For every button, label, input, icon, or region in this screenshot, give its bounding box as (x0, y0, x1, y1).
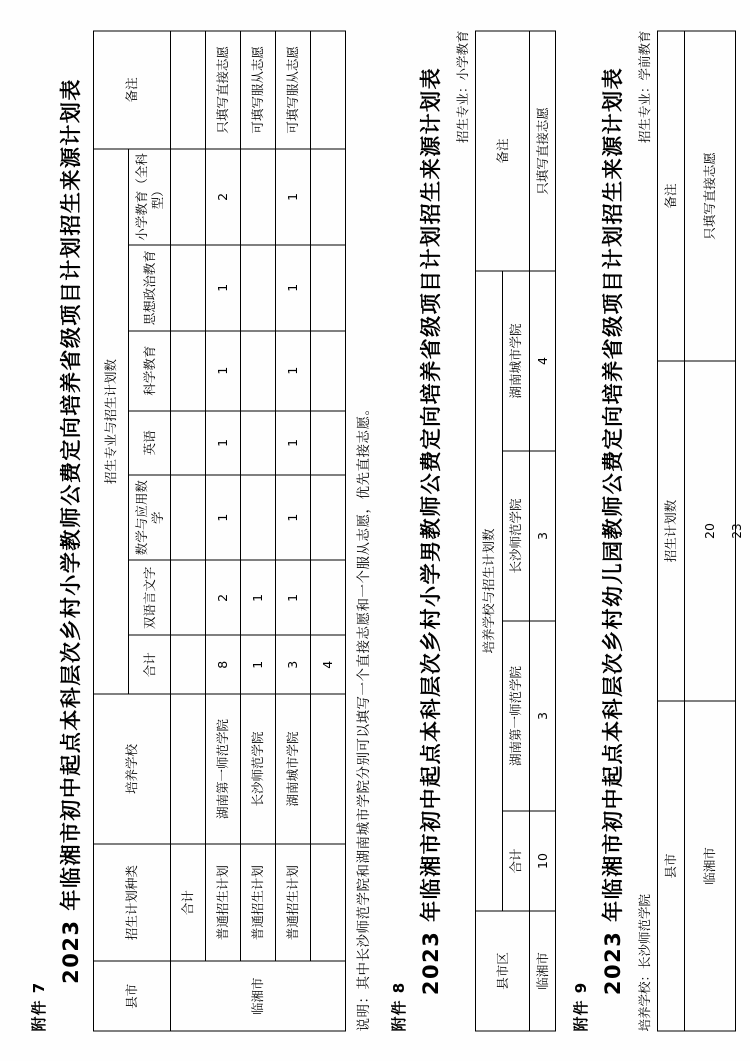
cell-math (241, 474, 276, 560)
cell-primary-edu (171, 148, 206, 244)
attachment-7-note: 说明：其中长沙师范学院和湖南城市学院分别可以填写一个直接志愿和一个服从志愿，优先直接志愿。 (356, 401, 373, 1031)
cell-plan-type: 普通招生计划 (276, 843, 311, 961)
th-school-changsha-normal: 长沙师范学院 (502, 451, 529, 621)
cell-total: 8 (206, 635, 241, 694)
cell-politics: 1 (206, 245, 241, 331)
attachment-8-major: 招生专业：小学教育 (455, 30, 471, 143)
cell-math: 1 (206, 474, 241, 560)
cell-bilingual: 2 (206, 560, 241, 635)
cell-county: 临湘市 (529, 911, 556, 1031)
th-remark: 备注 (94, 31, 171, 149)
cell-science (171, 330, 206, 410)
th-remark: 备注 (476, 31, 529, 271)
th-county: 县市 (658, 701, 685, 1031)
cell-school3: 4 (529, 271, 556, 451)
cell-politics: 1 (276, 245, 311, 331)
attachment-9-school: 培养学校：长沙师范学院 (637, 893, 653, 1031)
cell-total: 10 (529, 811, 556, 911)
attachment-8-table (475, 30, 556, 1031)
th-remark: 备注 (658, 31, 685, 361)
attachment-9-label: 附件 9 (572, 981, 591, 1031)
cell-math (311, 474, 346, 560)
attachment-9-table (657, 30, 736, 1031)
th-county: 县市区 (476, 911, 529, 1031)
cell-total: 4 (311, 635, 346, 694)
cell-bilingual: 1 (276, 560, 311, 635)
th-math: 数学与应用数学 (129, 474, 171, 560)
th-school-hunan-city: 湖南城市学院 (502, 271, 529, 451)
cell-science (241, 330, 276, 410)
cell-school: 湖南第一师范学院 (206, 694, 241, 844)
table-row (529, 31, 556, 1031)
attachment-8-label: 附件 8 (390, 981, 409, 1031)
attachment-9-meta (635, 30, 653, 1031)
cell-plan-count: 20 (684, 361, 735, 701)
cell-school (171, 694, 206, 844)
cell-school: 湖南城市学院 (276, 694, 311, 844)
cell-primary-edu (241, 148, 276, 244)
th-group-majors: 招生专业与招生计划数 (94, 148, 129, 693)
cell-plan-type (311, 843, 346, 961)
cell-english: 1 (206, 410, 241, 474)
th-politics: 思想政治教育 (129, 245, 171, 331)
table-row (206, 31, 241, 1031)
table-row (241, 31, 276, 1031)
cell-politics (311, 245, 346, 331)
page-number: 23 (730, 522, 744, 539)
cell-plan-type: 普通招生计划 (206, 843, 241, 961)
cell-total (171, 635, 206, 694)
th-total: 合计 (129, 635, 171, 694)
attachment-7-title: 2023 年临湘市初中起点本科层次乡村小学教师公费定向培养省级项目计划招生来源计划表 (59, 77, 83, 984)
attachment-7-block (28, 30, 372, 1031)
attachment-9-major: 招生专业：学前教育 (637, 30, 653, 143)
th-school: 培养学校 (94, 694, 171, 844)
attachment-7-table (93, 30, 346, 1031)
th-group-schools: 培养学校与招生计划数 (476, 271, 503, 911)
th-science: 科学教育 (129, 330, 171, 410)
cell-english (241, 410, 276, 474)
table-row (311, 31, 346, 1031)
th-plan-count: 招生计划数 (658, 361, 685, 701)
cell-science: 1 (206, 330, 241, 410)
cell-remark: 可填写服从志愿 (241, 31, 276, 149)
cell-remark (311, 31, 346, 149)
cell-remark: 可填写服从志愿 (276, 31, 311, 149)
cell-primary-edu: 2 (206, 148, 241, 244)
attachment-9-title: 2023 年临湘市初中起点本科层次乡村幼儿园教师公费定向培养省级项目计划招生来源计划表 (601, 66, 626, 995)
cell-plan-type: 普通招生计划 (241, 843, 276, 961)
cell-english: 1 (276, 410, 311, 474)
cell-school2: 3 (529, 451, 556, 621)
cell-city: 临湘市 (171, 961, 346, 1031)
cell-remark (171, 31, 206, 149)
cell-total: 1 (241, 635, 276, 694)
th-primary-edu: 小学教育（全科型） (129, 148, 171, 244)
attachment-8-title: 2023 年临湘市初中起点本科层次乡村小学男教师公费定向培养省级项目计划招生来源计划表 (419, 66, 444, 995)
cell-english (171, 410, 206, 474)
cell-school1: 3 (529, 621, 556, 811)
cell-math (171, 474, 206, 560)
cell-primary-edu (311, 148, 346, 244)
cell-science (311, 330, 346, 410)
attachment-7-label: 附件 7 (30, 981, 48, 1031)
cell-english (311, 410, 346, 474)
cell-remark: 只填写直接志愿 (684, 31, 735, 361)
cell-primary-edu: 1 (276, 148, 311, 244)
cell-math: 1 (276, 474, 311, 560)
attachment-8-block (388, 30, 556, 1031)
cell-politics (241, 245, 276, 331)
cell-county: 临湘市 (684, 701, 735, 1031)
cell-bilingual (171, 560, 206, 635)
cell-science: 1 (276, 330, 311, 410)
th-bilingual: 双语言文字 (129, 560, 171, 635)
cell-remark: 只填写直接志愿 (206, 31, 241, 149)
cell-bilingual: 1 (241, 560, 276, 635)
cell-school: 长沙师范学院 (241, 694, 276, 844)
cell-total: 3 (276, 635, 311, 694)
attachment-9-block (570, 30, 736, 1031)
cell-politics (171, 245, 206, 331)
cell-remark: 只填写直接志愿 (529, 31, 556, 271)
table-row (171, 31, 206, 1031)
table-row (276, 31, 311, 1031)
cell-plan-type: 合计 (171, 843, 206, 961)
th-total: 合计 (502, 811, 529, 911)
cell-bilingual (311, 560, 346, 635)
th-english: 英语 (129, 410, 171, 474)
th-school-hunan-first-normal: 湖南第一师范学院 (502, 621, 529, 811)
th-plan-type: 招生计划种类 (94, 843, 171, 961)
attachment-8-meta (453, 30, 471, 1031)
th-city: 县市 (94, 961, 171, 1031)
table-row (684, 31, 735, 1031)
cell-school (311, 694, 346, 844)
